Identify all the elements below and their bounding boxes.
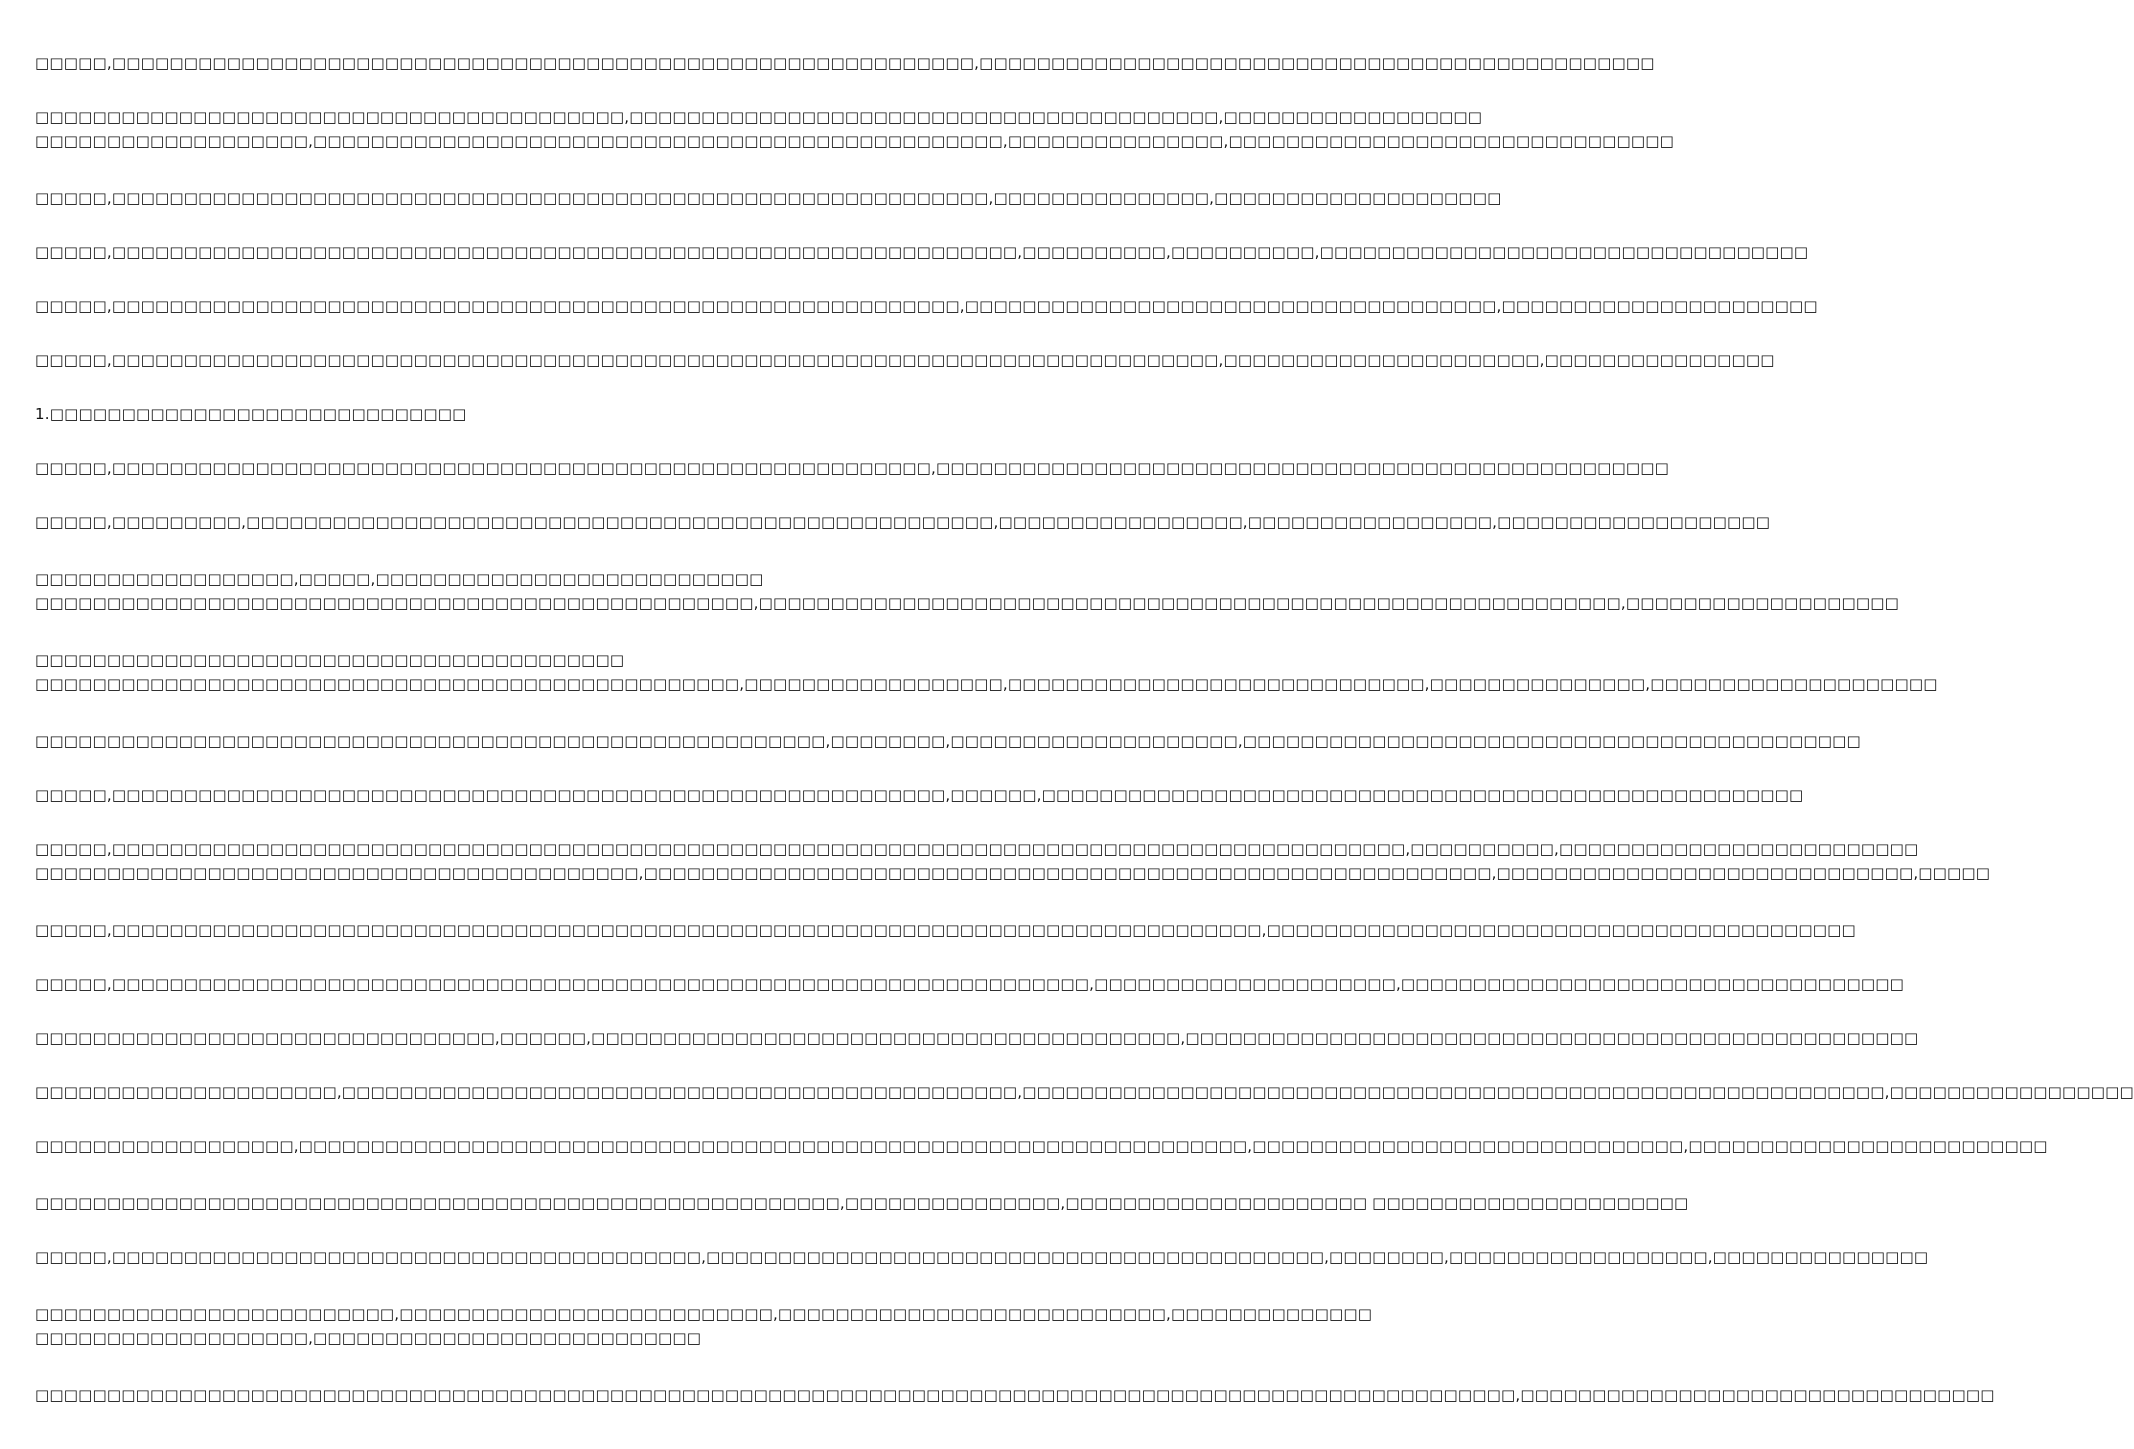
text-line-1: □□□□□,□□□□□□□□□□□□□□□□□□□□□□□□□□□□□□□□□□□□□□□□□□□□□□□□□□□□□□□□□□□□,□□□□□□□□□□□□□□□□□□□□□□□□□□□□□□□□□□□□□□□□□□□□□□□ [35,54,1655,72]
text-line-5: □□□□□,□□□□□□□□□□□□□□□□□□□□□□□□□□□□□□□□□□□□□□□□□□□□□□□□□□□□□□□□□□□□□□□,□□□□□□□□□□,□□□□□□□□□□,□□□□□□□□□□□□□□□□□□□□□□□□□□□□□□□□□□ [35,243,1809,261]
text-line-28: □□□□□□□□□□□□□□□□□□□□□□□□□□□□□□□□□□□□□□□□□□□□□□□□□□□□□□□□□□□□□□□□□□□□□□□□□□□□□□□□□□□□□□□□□□□□□□□□□□□□□□□,□□□□□□□□□□□□□□□□□□□□□□□□□□□□□□□□□ [35,1386,1995,1404]
text-line-13: □□□□□□□□□□□□□□□□□□□□□□□□□□□□□□□□□□□□□□□□□ [35,651,625,669]
section-heading: 1.□□□□□□□□□□□□□□□□□□□□□□□□□□□□□ [35,405,467,423]
text-line-26: □□□□□□□□□□□□□□□□□□□□□□□□□,□□□□□□□□□□□□□□□□□□□□□□□□□□,□□□□□□□□□□□□□□□□□□□□□□□□□□□,□□□□□□□□□□□□□□ [35,1305,1373,1323]
text-line-18: □□□□□□□□□□□□□□□□□□□□□□□□□□□□□□□□□□□□□□□□□□,□□□□□□□□□□□□□□□□□□□□□□□□□□□□□□□□□□□□□□□□□□□□□□□□□□□□□□□□□□□,□□□□□□□□□□□□□□□□□□□□□□□□□□□□□,□□□□□ [35,864,1991,882]
text-line-22: □□□□□□□□□□□□□□□□□□□□□,□□□□□□□□□□□□□□□□□□□□□□□□□□□□□□□□□□□□□□□□□□□□□□□,□□□□□□□□□□□□□□□□□□□□□□□□□□□□□□□□□□□□□□□□□□□□□□□□□□□□□□□□□□□□,□□□□□□□□□□□□□□□□□ [35,1083,2134,1101]
text-line-24: □□□□□□□□□□□□□□□□□□□□□□□□□□□□□□□□□□□□□□□□□□□□□□□□□□□□□□□□,□□□□□□□□□□□□□□□,□□□□□□□□□□□□□□□□□□□□□ □□□□□□□□□□□□□□□□□□□□□□ [35,1194,1689,1212]
document-page [35,0,2134,1449]
text-line-16: □□□□□,□□□□□□□□□□□□□□□□□□□□□□□□□□□□□□□□□□□□□□□□□□□□□□□□□□□□□□□□□□,□□□□□□,□□□□□□□□□□□□□□□□□□□□□□□□□□□□□□□□□□□□□□□□□□□□□□□□□□□□□ [35,786,1804,804]
text-line-7: □□□□□,□□□□□□□□□□□□□□□□□□□□□□□□□□□□□□□□□□□□□□□□□□□□□□□□□□□□□□□□□□□□□□□□□□□□□□□□□□□□□,□□□□□□□□□□□□□□□□□□□□□□,□□□□□□□□□□□□□□□□ [35,351,1775,369]
text-line-25: □□□□□,□□□□□□□□□□□□□□□□□□□□□□□□□□□□□□□□□□□□□□□□□,□□□□□□□□□□□□□□□□□□□□□□□□□□□□□□□□□□□□□□□□□□□,□□□□□□□□,□□□□□□□□□□□□□□□□□□,□□□□□□□□□□□□□□□ [35,1248,1929,1266]
text-line-19: □□□□□,□□□□□□□□□□□□□□□□□□□□□□□□□□□□□□□□□□□□□□□□□□□□□□□□□□□□□□□□□□□□□□□□□□□□□□□□□□□□□□□□,□□□□□□□□□□□□□□□□□□□□□□□□□□□□□□□□□□□□□□□□□ [35,921,1856,939]
text-line-11: □□□□□□□□□□□□□□□□□□,□□□□□,□□□□□□□□□□□□□□□□□□□□□□□□□□□ [35,570,764,588]
text-line-17: □□□□□,□□□□□□□□□□□□□□□□□□□□□□□□□□□□□□□□□□□□□□□□□□□□□□□□□□□□□□□□□□□□□□□□□□□□□□□□□□□□□□□□□□□□□□□□□□,□□□□□□□□□□,□□□□□□□□□□□□□□□□□□□□□□□□□ [35,840,1919,858]
text-line-3: □□□□□□□□□□□□□□□□□□□,□□□□□□□□□□□□□□□□□□□□□□□□□□□□□□□□□□□□□□□□□□□□□□□□,□□□□□□□□□□□□□□□,□□□□□□□□□□□□□□□□□□□□□□□□□□□□□□□ [35,132,1674,150]
text-line-21: □□□□□□□□□□□□□□□□□□□□□□□□□□□□□□□□,□□□□□□,□□□□□□□□□□□□□□□□□□□□□□□□□□□□□□□□□□□□□□□□□,□□□□□□□□□□□□□□□□□□□□□□□□□□□□□□□□□□□□□□□□□□□□□□□□□□□ [35,1029,1919,1047]
text-line-23: □□□□□□□□□□□□□□□□□□,□□□□□□□□□□□□□□□□□□□□□□□□□□□□□□□□□□□□□□□□□□□□□□□□□□□□□□□□□□□□□□□□□□,□□□□□□□□□□□□□□□□□□□□□□□□□□□□□□,□□□□□□□□□□□□□□□□□□□□□□□□□ [35,1137,2048,1155]
text-line-2: □□□□□□□□□□□□□□□□□□□□□□□□□□□□□□□□□□□□□□□□□,□□□□□□□□□□□□□□□□□□□□□□□□□□□□□□□□□□□□□□□□□,□□□□□□□□□□□□□□□□□□ [35,108,1483,126]
text-line-15: □□□□□□□□□□□□□□□□□□□□□□□□□□□□□□□□□□□□□□□□□□□□□□□□□□□□□□□,□□□□□□□□,□□□□□□□□□□□□□□□□□□□□,□□□□□□□□□□□□□□□□□□□□□□□□□□□□□□□□□□□□□□□□□□□ [35,732,1861,750]
text-line-9: □□□□□,□□□□□□□□□□□□□□□□□□□□□□□□□□□□□□□□□□□□□□□□□□□□□□□□□□□□□□□□□,□□□□□□□□□□□□□□□□□□□□□□□□□□□□□□□□□□□□□□□□□□□□□□□□□□□ [35,459,1670,477]
text-line-10: □□□□□,□□□□□□□□□,□□□□□□□□□□□□□□□□□□□□□□□□□□□□□□□□□□□□□□□□□□□□□□□□□□□□,□□□□□□□□□□□□□□□□□,□□□□□□□□□□□□□□□□□,□□□□□□□□□□□□□□□□□□□ [35,513,1771,531]
text-line-20: □□□□□,□□□□□□□□□□□□□□□□□□□□□□□□□□□□□□□□□□□□□□□□□□□□□□□□□□□□□□□□□□□□□□□□□□□□,□□□□□□□□□□□□□□□□□□□□□,□□□□□□□□□□□□□□□□□□□□□□□□□□□□□□□□□□□ [35,975,1904,993]
text-line-4: □□□□□,□□□□□□□□□□□□□□□□□□□□□□□□□□□□□□□□□□□□□□□□□□□□□□□□□□□□□□□□□□□□□,□□□□□□□□□□□□□□□,□□□□□□□□□□□□□□□□□□□□ [35,189,1502,207]
text-line-6: □□□□□,□□□□□□□□□□□□□□□□□□□□□□□□□□□□□□□□□□□□□□□□□□□□□□□□□□□□□□□□□□□,□□□□□□□□□□□□□□□□□□□□□□□□□□□□□□□□□□□□□,□□□□□□□□□□□□□□□□□□□□□□ [35,297,1818,315]
text-line-14: □□□□□□□□□□□□□□□□□□□□□□□□□□□□□□□□□□□□□□□□□□□□□□□□□,□□□□□□□□□□□□□□□□□□,□□□□□□□□□□□□□□□□□□□□□□□□□□□□□,□□□□□□□□□□□□□□□,□□□□□□□□□□□□□□□□□□□□ [35,675,1938,693]
text-line-12: □□□□□□□□□□□□□□□□□□□□□□□□□□□□□□□□□□□□□□□□□□□□□□□□□□,□□□□□□□□□□□□□□□□□□□□□□□□□□□□□□□□□□□□□□□□□□□□□□□□□□□□□□□□□□□□,□□□□□□□□□□□□□□□□□□□ [35,594,1899,612]
text-line-27: □□□□□□□□□□□□□□□□□□□,□□□□□□□□□□□□□□□□□□□□□□□□□□□ [35,1329,702,1347]
